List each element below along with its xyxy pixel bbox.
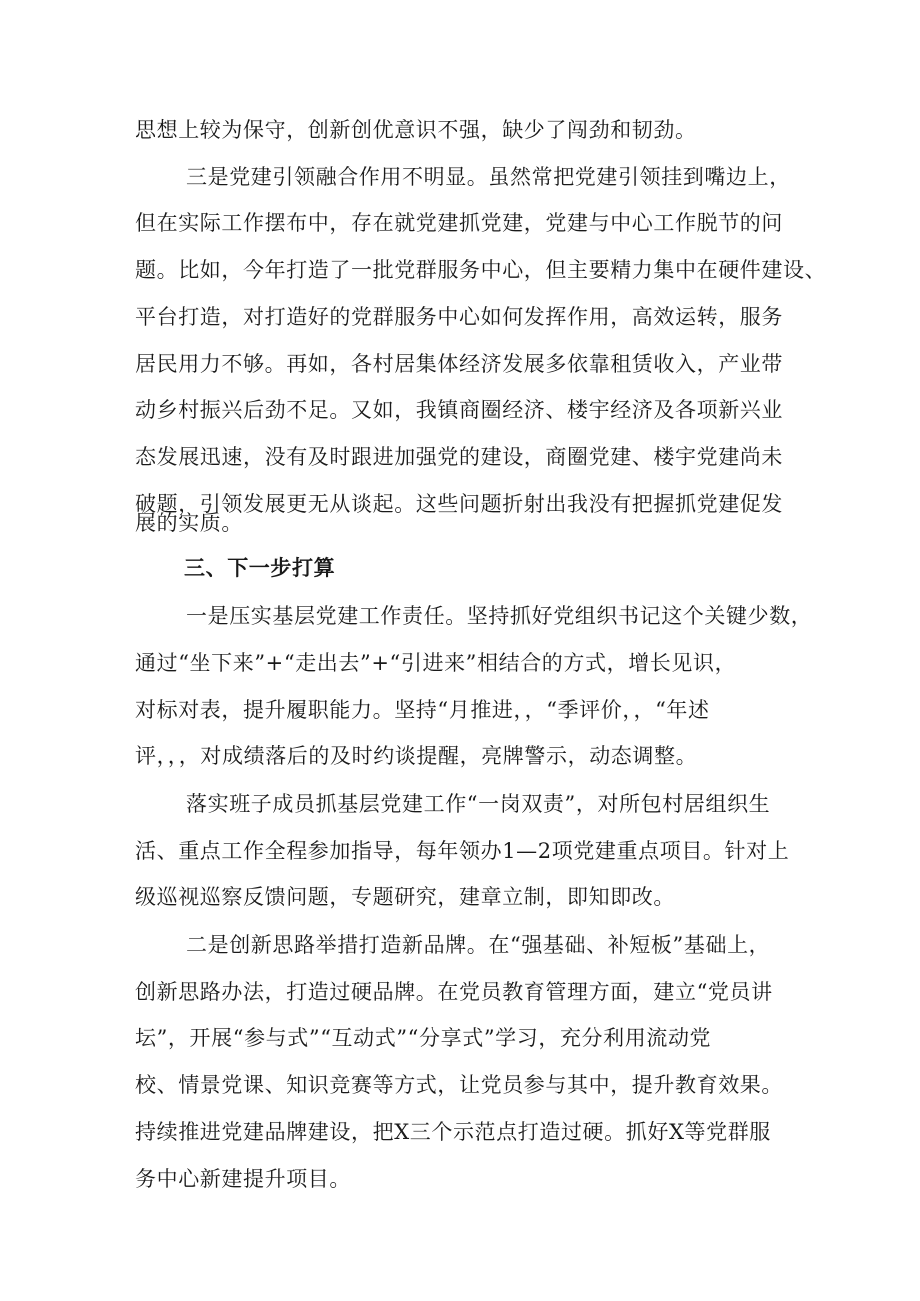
text-line: 评，，，对成绩落后的及时约谈提醒，亮牌警示，动态调整。 xyxy=(135,744,698,768)
text-line: 思想上较为保守，创新创优意识不强，缺少了闯劲和韧劲。 xyxy=(135,118,697,142)
text-line: 二是创新思路举措打造新品牌。在“强基础、补短板”基础上， xyxy=(186,933,771,957)
text-line: 平台打造，对打造好的党群服务中心如何发挥作用，高效运转，服务 xyxy=(135,305,783,329)
text-line: 破题，引领发展更无从谈起。这些问题折射出我没有把握抓党建促发 xyxy=(135,492,783,516)
text-line: 落实班子成员抓基层党建工作“一岗双责”，对所包村居组织生 xyxy=(186,792,771,816)
text-line: 级巡视巡察反馈问题，专题研究，建章立制，即知即改。 xyxy=(135,885,675,909)
text-line: 动乡村振兴后劲不足。又如，我镇商圈经济、楼宇经济及各项新兴业 xyxy=(135,398,783,422)
text-line: 对标对表，提升履职能力。坚持“月推进，，“季评价，，“年述 xyxy=(135,698,710,722)
text-line: 务中心新建提升项目。 xyxy=(135,1167,351,1191)
text-line: 活、重点工作全程参加指导，每年领办1—2项党建重点项目。针对上 xyxy=(135,839,790,863)
text-line: 通过“坐下来”+“走出去”+“引进来”相结合的方式，增长见识， xyxy=(135,651,737,675)
text-line: 持续推进党建品牌建设，把X三个示范点打造过硬。抓好X等党群服 xyxy=(135,1120,771,1144)
text-line: 居民用力不够。再如，各村居集体经济发展多依靠租赁收入，产业带 xyxy=(135,352,783,376)
text-line: 一是压实基层党建工作责任。坚持抓好党组织书记这个关键少数， xyxy=(186,604,813,628)
text-line: 坛”，开展“参与式”“互动式”“分享式”学习，充分利用流动党 xyxy=(135,1026,712,1050)
text-line: 校、情景党课、知识竞赛等方式，让党员参与其中，提升教育效果。 xyxy=(135,1073,783,1097)
section-heading: 三、下一步打算 xyxy=(184,556,336,580)
text-line: 创新思路办法，打造过硬品牌。在党员教育管理方面，建立“党员讲 xyxy=(135,980,773,1004)
text-line: 三是党建引领融合作用不明显。虽然常把党建引领挂到嘴边上， xyxy=(186,165,791,189)
text-line: 题。比如，今年打造了一批党群服务中心，但主要精力集中在硬件建设、 xyxy=(135,258,827,282)
text-line: 态发展迅速，没有及时跟进加强党的建设，商圈党建、楼宇党建尚未 xyxy=(135,445,783,469)
text-line: 展的实质。 xyxy=(135,511,243,535)
text-line: 但在实际工作摆布中，存在就党建抓党建，党建与中心工作脱节的问 xyxy=(135,211,783,235)
